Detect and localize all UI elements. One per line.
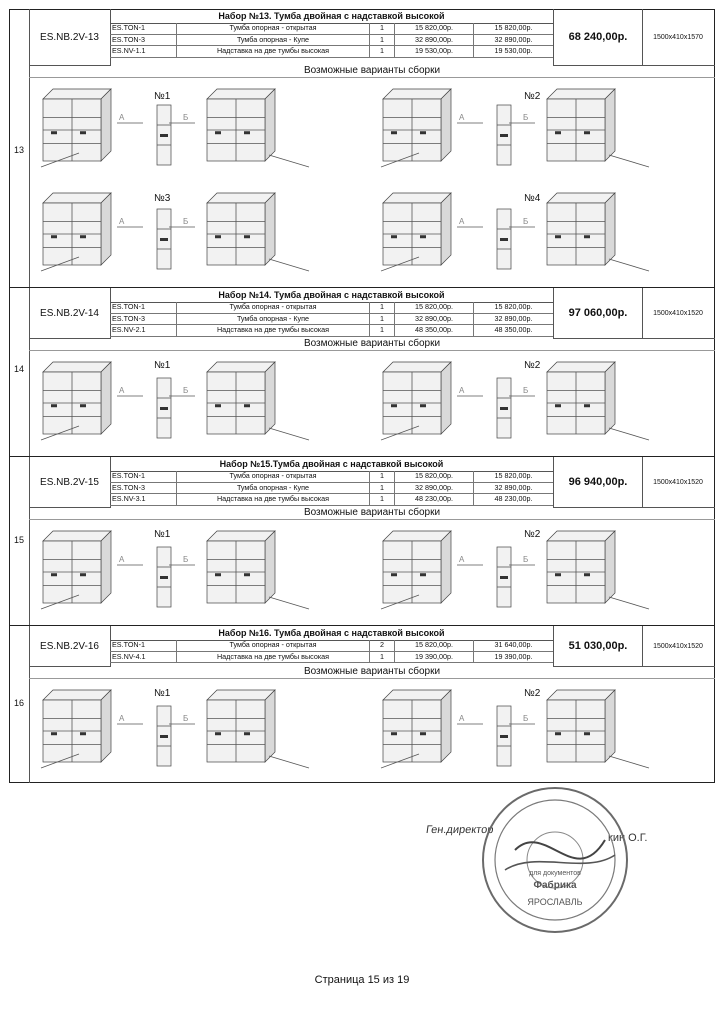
set-title: Набор №14. Тумба двойная с надставкой высокой bbox=[110, 288, 553, 303]
director-name: кин О.Г. bbox=[608, 832, 648, 844]
row-number: 15 bbox=[13, 535, 24, 545]
svg-text:Б: Б bbox=[523, 555, 529, 564]
set-block-14 bbox=[9, 288, 715, 457]
table-row: ES.NV-3.1 Надставка на две тумбы высокая 1 48 230,00р. 48 230,00р. bbox=[110, 494, 553, 506]
furniture-drawing bbox=[39, 525, 369, 615]
table-row: ES.NV-1.1 Надставка на две тумбы высокая 1 19 530,00р. 19 530,00р. bbox=[110, 46, 553, 58]
svg-text:А: А bbox=[459, 555, 465, 564]
set-size: 1500x410x1570 bbox=[641, 9, 715, 66]
variants-title: Возможные варианты сборки bbox=[29, 507, 715, 520]
table-row: ES.TON-3 Тумба опорная - Купе 1 32 890,00р. 32 890,00р. bbox=[110, 483, 553, 495]
svg-text:Б: Б bbox=[523, 386, 529, 395]
items-table bbox=[110, 640, 553, 663]
set-block-16 bbox=[9, 626, 715, 783]
svg-text:А: А bbox=[119, 113, 125, 122]
svg-text:А: А bbox=[119, 714, 125, 723]
variants-title: Возможные варианты сборки bbox=[29, 65, 715, 78]
director-title: Ген.директор bbox=[425, 824, 495, 836]
set-total: 51 030,00р. bbox=[553, 626, 643, 667]
svg-text:Б: Б bbox=[183, 555, 189, 564]
set-total: 97 060,00р. bbox=[553, 288, 643, 339]
variants-title: Возможные варианты сборки bbox=[29, 338, 715, 351]
furniture-drawing bbox=[379, 83, 709, 173]
assembly-variant: №2 А Б bbox=[379, 684, 709, 774]
items-table bbox=[110, 302, 553, 337]
assembly-variant: №3 А Б bbox=[39, 187, 369, 277]
set-code: ES.NB.2V-14 bbox=[29, 288, 111, 339]
furniture-drawing bbox=[39, 356, 369, 446]
svg-text:Б: Б bbox=[183, 113, 189, 122]
svg-text:для документов: для документов bbox=[529, 870, 581, 877]
svg-text:А: А bbox=[459, 386, 465, 395]
page-footer: Страница 15 из 19 bbox=[314, 974, 410, 986]
set-size: 1500x410x1520 bbox=[641, 288, 715, 339]
furniture-drawing bbox=[379, 356, 709, 446]
row-number: 14 bbox=[13, 364, 24, 374]
furniture-drawing bbox=[379, 187, 709, 277]
furniture-drawing bbox=[39, 187, 369, 277]
assembly-variant: №2 А Б bbox=[379, 525, 709, 615]
row-number: 16 bbox=[13, 698, 24, 708]
svg-text:А: А bbox=[119, 217, 125, 226]
set-total: 68 240,00р. bbox=[553, 9, 643, 66]
set-title: Набор №13. Тумба двойная с надставкой высокой bbox=[110, 9, 553, 24]
svg-text:Б: Б bbox=[523, 714, 529, 723]
svg-text:Б: Б bbox=[523, 217, 529, 226]
items-table bbox=[110, 471, 553, 506]
company-stamp bbox=[475, 780, 635, 940]
svg-text:ЯРОСЛАВЛЬ: ЯРОСЛАВЛЬ bbox=[527, 897, 583, 907]
set-code: ES.NB.2V-15 bbox=[29, 457, 111, 508]
table-row: ES.TON-1 Тумба опорная - открытая 1 15 820,00р. 15 820,00р. bbox=[110, 302, 553, 314]
svg-text:Фабрика: Фабрика bbox=[533, 880, 577, 891]
table-row: ES.NV-2.1 Надставка на две тумбы высокая 1 48 350,00р. 48 350,00р. bbox=[110, 325, 553, 337]
svg-text:А: А bbox=[459, 217, 465, 226]
svg-text:А: А bbox=[459, 714, 465, 723]
table-row: ES.TON-3 Тумба опорная - Купе 1 32 890,00р. 32 890,00р. bbox=[110, 314, 553, 326]
assembly-variant: №2 А Б bbox=[379, 356, 709, 446]
svg-text:А: А bbox=[119, 555, 125, 564]
table-row: ES.TON-1 Тумба опорная - открытая 1 15 820,00р. 15 820,00р. bbox=[110, 471, 553, 483]
svg-text:А: А bbox=[459, 113, 465, 122]
svg-text:Б: Б bbox=[183, 386, 189, 395]
assembly-variant: №4 А Б bbox=[379, 187, 709, 277]
furniture-drawing bbox=[379, 684, 709, 774]
variants-title: Возможные варианты сборки bbox=[29, 666, 715, 679]
svg-text:А: А bbox=[119, 386, 125, 395]
assembly-variant: №2 А Б bbox=[379, 83, 709, 173]
set-total: 96 940,00р. bbox=[553, 457, 643, 508]
table-row: ES.TON-3 Тумба опорная - Купе 1 32 890,00р. 32 890,00р. bbox=[110, 35, 553, 47]
items-table bbox=[110, 23, 553, 58]
row-number: 13 bbox=[13, 145, 24, 155]
set-code: ES.NB.2V-13 bbox=[29, 9, 111, 66]
svg-text:Б: Б bbox=[183, 217, 189, 226]
svg-text:Б: Б bbox=[523, 113, 529, 122]
table-row: ES.TON-1 Тумба опорная - открытая 2 15 820,00р. 31 640,00р. bbox=[110, 640, 553, 652]
assembly-variant: №1 А Б bbox=[39, 525, 369, 615]
set-size: 1500x410x1520 bbox=[641, 457, 715, 508]
set-code: ES.NB.2V-16 bbox=[29, 626, 111, 667]
furniture-drawing bbox=[39, 684, 369, 774]
table-row: ES.TON-1 Тумба опорная - открытая 1 15 820,00р. 15 820,00р. bbox=[110, 23, 553, 35]
assembly-variant: №1 А Б bbox=[39, 83, 369, 173]
assembly-variant: №1 А Б bbox=[39, 356, 369, 446]
furniture-drawing bbox=[39, 83, 369, 173]
furniture-drawing bbox=[379, 525, 709, 615]
set-title: Набор №15.Тумба двойная с надставкой высокой bbox=[110, 457, 553, 472]
set-block-13 bbox=[9, 9, 715, 288]
set-title: Набор №16. Тумба двойная с надставкой высокой bbox=[110, 626, 553, 641]
assembly-variant: №1 А Б bbox=[39, 684, 369, 774]
set-block-15 bbox=[9, 457, 715, 626]
set-size: 1500x410x1520 bbox=[641, 626, 715, 667]
table-row: ES.NV-4.1 Надставка на две тумбы высокая 1 19 390,00р. 19 390,00р. bbox=[110, 652, 553, 664]
svg-text:Б: Б bbox=[183, 714, 189, 723]
